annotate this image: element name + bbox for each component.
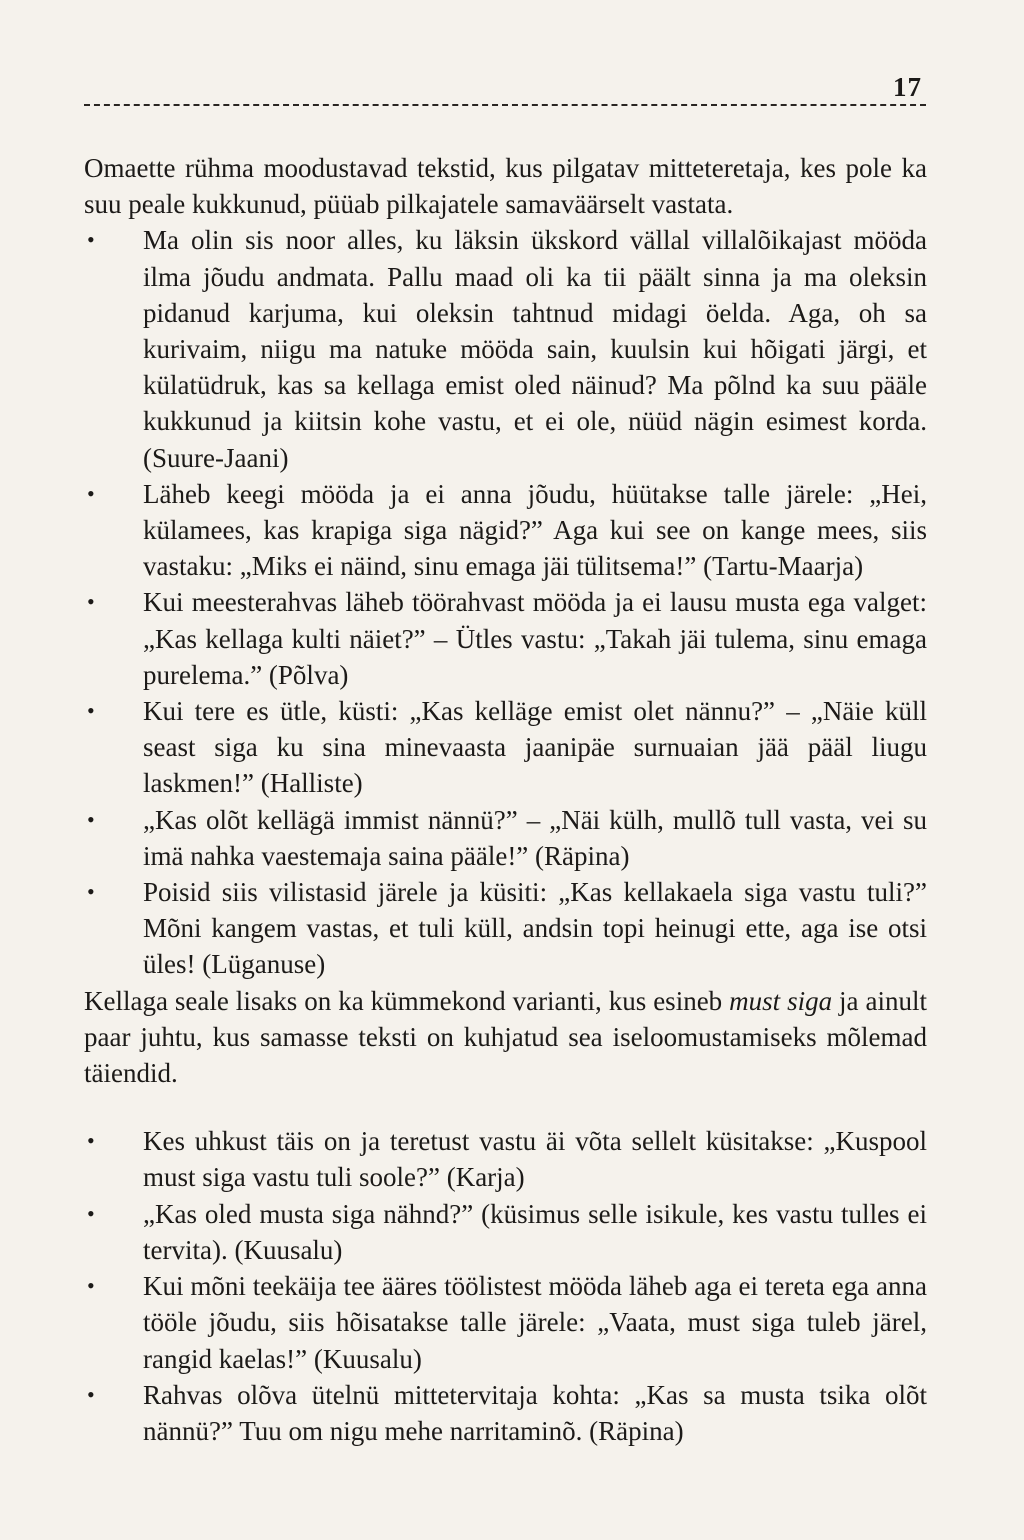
list-item <box>84 476 927 585</box>
middle-emphasis: must siga <box>729 985 833 1016</box>
list-item-text: Läheb keegi mööda ja ei anna jõudu, hüütakse talle järele: „Hei, külamees, kas krapiga siga nägid?” Aga kui see on kange mees, siis vastaku: „Miks ei näind, sinu emaga jäi tülitsema!” (Tartu-Maarja) <box>143 478 927 582</box>
bullet-icon: • <box>87 227 95 253</box>
list-item-text: Kui tere es ütle, küsti: „Kas kelläge emist olet nännu?” – „Näie küll seast siga ku sina minevaasta jaanipäe surnuaian jää pääl liugu laskmen!” (Halliste) <box>143 696 927 799</box>
list-item <box>84 1377 927 1449</box>
list-item-text: Kes uhkust täis on ja teretust vastu äi võta sellelt küsitakse: „Kuspool must siga vastu tuli soole?” (Karja) <box>143 1126 927 1193</box>
list-item <box>84 802 927 874</box>
examples-list-one <box>84 222 927 982</box>
list-item <box>84 693 927 802</box>
list-item <box>84 1123 927 1195</box>
list-item-text: Kui mõni teekäija tee ääres töölistest mööda läheb aga ei tereta ega anna tööle jõudu, siis hõisatakse talle järele: „Vaata, must siga tuleb järel, rangid kaelas!” (Kuusalu) <box>143 1271 927 1374</box>
list-item-text: Kui meesterahvas läheb töörahvast mööda ja ei lausu musta ega valget: „Kas kellaga kulti näiet?” – Ütles vastu: „Takah jäi tulema, sinu emaga purelema.” (Põlva) <box>143 587 927 690</box>
header-dashed-rule <box>84 104 926 106</box>
list-item-text: „Kas olõt kellägä immist nännü?” – „Näi külh, mullõ tull vasta, vei su imä nahka vaestemaja saina pääle!” (Räpina) <box>143 804 927 871</box>
examples-list-two <box>84 1123 927 1449</box>
middle-text-before: Kellaga seale lisaks on ka kümmekond varianti, kus esineb <box>84 985 730 1016</box>
list-item-text: Poisid siis vilistasid järele ja küsiti: „Kas kellakaela siga vastu tuli?” Mõni kangem vastas, et tuli küll, andsin topi heinugi ette, aga ise otsi üles! (Lüganuse) <box>143 877 927 980</box>
list-item <box>84 584 927 693</box>
list-item <box>84 1196 927 1268</box>
list-item <box>84 874 927 983</box>
middle-paragraph <box>84 983 927 1092</box>
list-item <box>84 1268 927 1377</box>
bullet-icon: • <box>87 806 95 832</box>
bullet-icon: • <box>87 1128 95 1154</box>
list-item <box>84 222 927 475</box>
bullet-icon: • <box>87 1273 95 1299</box>
bullet-icon: • <box>87 589 95 615</box>
list-item-text: Rahvas olõva ütelnü mittetervitaja kohta: „Kas sa musta tsika olõt nännü?” Tuu om nigu mehe narritaminõ. (Räpina) <box>143 1379 927 1446</box>
page-number: 17 <box>893 72 922 102</box>
bullet-icon: • <box>87 1200 95 1226</box>
body-text <box>84 150 927 1449</box>
middle-text-after: ja ainult paar juhtu, kus samasse teksti on kuhjatud sea iseloomustamiseks mõlemad täiendid. <box>84 985 927 1089</box>
list-item-text: Ma olin sis noor alles, ku läksin ükskord vällal villalõikajast mööda ilma jõudu andmata. Pallu maad oli ka tii päält sinna ja ma oleksin pidanud karjuma, kui oleksin tahtnud midagi öelda. Aga, oh sa kurivaim, niigu ma natuke mööda sain, kuulsin kui hõigati järgi, et külatüdruk, kas sa kellaga emist oled näinud? Ma põlnd ka suu pääle kukkunud ja kiitsin kohe vastu, et ei ole, nüüd nägin esimest korda. (Suure-Jaani) <box>143 225 927 473</box>
bullet-icon: • <box>87 1381 95 1407</box>
paragraph-gap <box>84 1091 927 1123</box>
bullet-icon: • <box>87 480 95 506</box>
bullet-icon: • <box>87 879 95 905</box>
bullet-icon: • <box>87 698 95 724</box>
intro-paragraph: Omaette rühma moodustavad tekstid, kus pilgatav mitteteretaja, kes pole ka suu peale kukkunud, püüab pilkajatele samaväärselt vastata. <box>84 153 927 220</box>
list-item-text: „Kas oled musta siga nähnd?” (küsimus selle isikule, kes vastu tulles ei tervita). (Kuusalu) <box>143 1198 927 1265</box>
